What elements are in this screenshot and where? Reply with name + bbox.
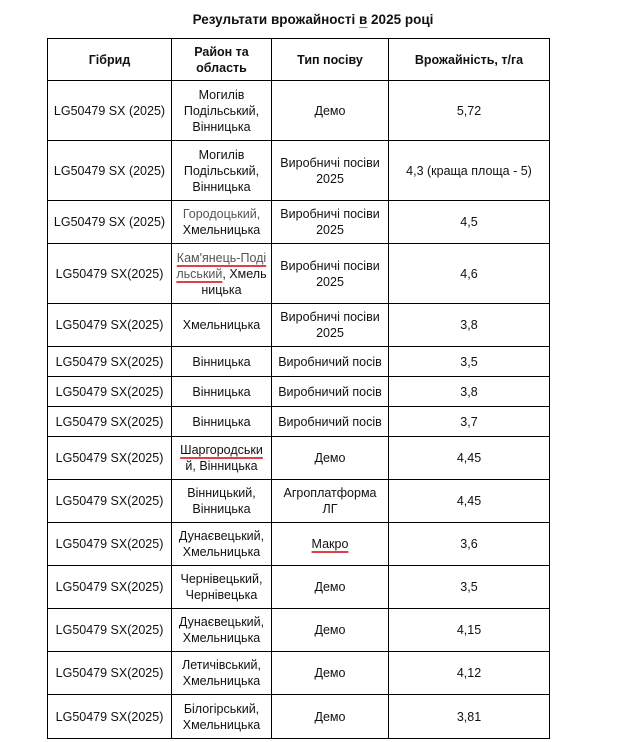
sowing-type-spellcheck[interactable]: Макро bbox=[311, 537, 349, 551]
cell-hybrid: LG50479 SX(2025) bbox=[48, 244, 172, 304]
cell-yield: 4,5 bbox=[389, 201, 550, 244]
cell-hybrid: LG50479 SX(2025) bbox=[48, 566, 172, 609]
cell-sowing-type bbox=[272, 523, 389, 566]
cell-yield: 5,72 bbox=[389, 81, 550, 141]
cell-yield: 3,6 bbox=[389, 523, 550, 566]
cell-yield: 4,15 bbox=[389, 609, 550, 652]
cell-sowing-type: Демо bbox=[272, 695, 389, 739]
table-row bbox=[48, 244, 550, 304]
table-row bbox=[48, 652, 550, 695]
table-row bbox=[48, 437, 550, 480]
cell-district: Могилів Подільський, Вінницька bbox=[172, 141, 272, 201]
cell-hybrid: LG50479 SX(2025) bbox=[48, 695, 172, 739]
cell-district: Білогірський, Хмельницька bbox=[172, 695, 272, 739]
cell-hybrid: LG50479 SX(2025) bbox=[48, 523, 172, 566]
cell-sowing-type: Виробничий посів bbox=[272, 407, 389, 437]
table-row bbox=[48, 304, 550, 347]
cell-hybrid: LG50479 SX(2025) bbox=[48, 480, 172, 523]
cell-district: Хмельницька bbox=[172, 304, 272, 347]
table-row bbox=[48, 523, 550, 566]
cell-yield: 4,12 bbox=[389, 652, 550, 695]
title-underlined-word: в bbox=[358, 12, 368, 27]
district-text: Хмельницька bbox=[182, 223, 261, 237]
cell-sowing-type: Демо bbox=[272, 81, 389, 141]
cell-district: Вінницька bbox=[172, 347, 272, 377]
cell-hybrid: LG50479 SX(2025) bbox=[48, 652, 172, 695]
table-row bbox=[48, 609, 550, 652]
cell-hybrid: LG50479 SX(2025) bbox=[48, 377, 172, 407]
table-row bbox=[48, 407, 550, 437]
cell-yield: 3,8 bbox=[389, 377, 550, 407]
table-header-row bbox=[48, 39, 550, 81]
table-row bbox=[48, 695, 550, 739]
cell-sowing-type: Виробничі посіви 2025 bbox=[272, 141, 389, 201]
cell-district bbox=[172, 201, 272, 244]
cell-hybrid: LG50479 SX (2025) bbox=[48, 81, 172, 141]
cell-yield: 3,7 bbox=[389, 407, 550, 437]
cell-yield: 3,8 bbox=[389, 304, 550, 347]
cell-sowing-type: Виробничі посіви 2025 bbox=[272, 244, 389, 304]
cell-hybrid: LG50479 SX(2025) bbox=[48, 347, 172, 377]
cell-hybrid: LG50479 SX (2025) bbox=[48, 141, 172, 201]
cell-yield: 4,3 (краща площа - 5) bbox=[389, 141, 550, 201]
cell-yield: 4,6 bbox=[389, 244, 550, 304]
table-row bbox=[48, 201, 550, 244]
cell-sowing-type: Виробничий посів bbox=[272, 347, 389, 377]
cell-sowing-type: Агроплатформа ЛГ bbox=[272, 480, 389, 523]
yield-results-table bbox=[47, 38, 550, 739]
cell-hybrid: LG50479 SX(2025) bbox=[48, 609, 172, 652]
cell-sowing-type: Виробничі посіви 2025 bbox=[272, 304, 389, 347]
table-row bbox=[48, 566, 550, 609]
cell-district: Дунаєвецький, Хмельницька bbox=[172, 523, 272, 566]
cell-yield: 3,5 bbox=[389, 347, 550, 377]
cell-hybrid: LG50479 SX(2025) bbox=[48, 304, 172, 347]
cell-district: Дунаєвецький, Хмельницька bbox=[172, 609, 272, 652]
header-yield: Врожайність, т/га bbox=[389, 39, 550, 81]
cell-sowing-type: Демо bbox=[272, 437, 389, 480]
cell-yield: 4,45 bbox=[389, 437, 550, 480]
cell-district bbox=[172, 437, 272, 480]
cell-sowing-type: Демо bbox=[272, 609, 389, 652]
cell-yield: 3,5 bbox=[389, 566, 550, 609]
cell-district: Вінницький, Вінницька bbox=[172, 480, 272, 523]
district-text-grey: Городоцький, bbox=[182, 207, 261, 221]
table-row bbox=[48, 141, 550, 201]
district-text-spellcheck[interactable]: Шаргородськи bbox=[180, 443, 263, 457]
cell-hybrid: LG50479 SX(2025) bbox=[48, 437, 172, 480]
table-row bbox=[48, 81, 550, 141]
district-text: , Хмельницька bbox=[201, 266, 267, 297]
cell-sowing-type: Демо bbox=[272, 652, 389, 695]
district-text-spellcheck[interactable]: Кам'янець-Подільський bbox=[176, 250, 267, 281]
cell-sowing-type: Демо bbox=[272, 566, 389, 609]
cell-hybrid: LG50479 SX (2025) bbox=[48, 201, 172, 244]
cell-district: Вінницька bbox=[172, 377, 272, 407]
header-hybrid: Гібрид bbox=[48, 39, 172, 81]
table-row bbox=[48, 377, 550, 407]
cell-district: Вінницька bbox=[172, 407, 272, 437]
cell-district: Чернівецький, Чернівецька bbox=[172, 566, 272, 609]
document-title bbox=[0, 12, 626, 27]
header-district: Район та область bbox=[172, 39, 272, 81]
table-row bbox=[48, 480, 550, 523]
cell-hybrid: LG50479 SX(2025) bbox=[48, 407, 172, 437]
header-sowing-type: Тип посіву bbox=[272, 39, 389, 81]
table-row bbox=[48, 347, 550, 377]
cell-district: Могилів Подільський, Вінницька bbox=[172, 81, 272, 141]
district-text: й, Вінницька bbox=[185, 459, 258, 473]
cell-yield: 3,81 bbox=[389, 695, 550, 739]
cell-sowing-type: Виробничі посіви 2025 bbox=[272, 201, 389, 244]
cell-district: Летичівський, Хмельницька bbox=[172, 652, 272, 695]
cell-yield: 4,45 bbox=[389, 480, 550, 523]
title-part-2: 2025 році bbox=[367, 12, 434, 27]
cell-district bbox=[172, 244, 272, 304]
cell-sowing-type: Виробничий посів bbox=[272, 377, 389, 407]
title-part-1: Результати врожайності bbox=[192, 12, 359, 27]
